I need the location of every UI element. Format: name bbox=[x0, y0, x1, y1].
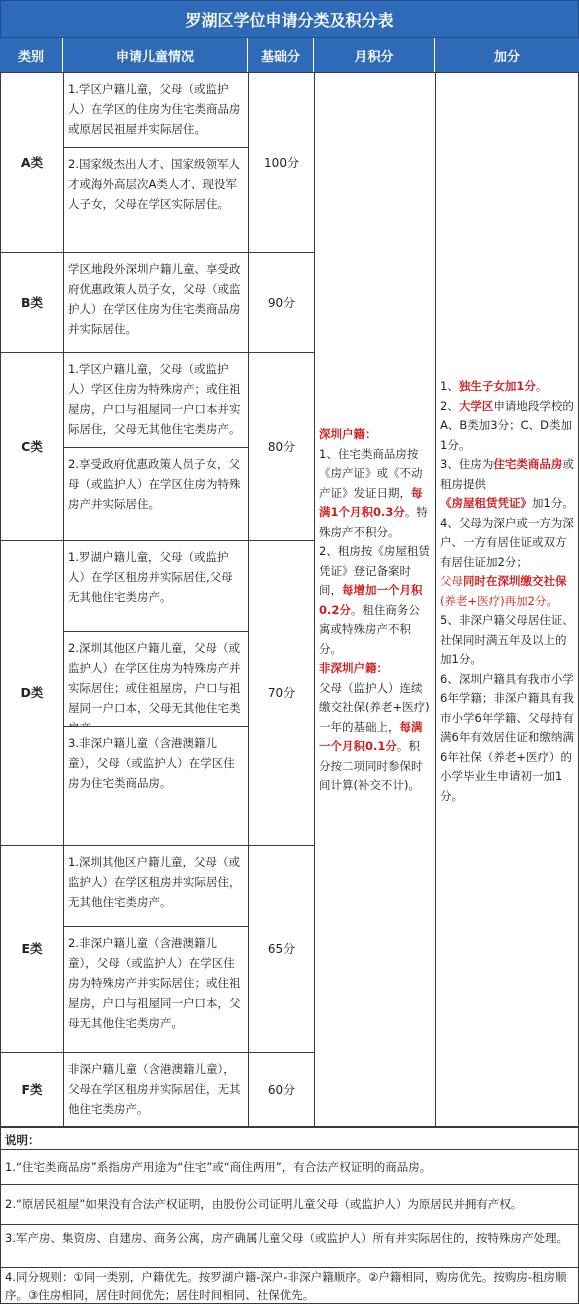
bonus-2-highlight: 大学区 bbox=[458, 398, 494, 413]
monthly-sz1-highlight: 每满1个月积0.3分 bbox=[319, 485, 423, 519]
monthly-nsz-highlight: 每满一个月积0.1分 bbox=[319, 719, 423, 753]
bonus-2-prefix: 2、 bbox=[440, 398, 459, 413]
bonus-3-highlight-2: 《房屋租赁凭证》 bbox=[440, 496, 532, 510]
d-item-3: 3.非深户籍儿童（含港澳籍儿童），父母（或监护人）在学区住房为住宅类商品房。 bbox=[63, 726, 249, 846]
bonus-2-tail: 申请地段学校的A、B类加3分；C、D类加1分。 bbox=[440, 398, 574, 452]
monthly-sz2-highlight: 每增加一个月积0.2分 bbox=[319, 583, 423, 617]
category-d: D类 bbox=[0, 540, 64, 846]
header-monthly: 月积分 bbox=[314, 38, 435, 72]
category-a: A类 bbox=[0, 72, 64, 253]
bonus-4-text: 4、父母为深户或一方为深户、一方有居住证或双方有居住证加2分； bbox=[440, 515, 574, 569]
monthly-sz-rule-1 bbox=[319, 445, 431, 543]
bonus-rule-6: 6、深圳户籍具有我市小学6年学籍；非深户籍具有我市小学6年学籍、父母持有满6年有效居住证和缴纳满6年社保（养老+医疗）的小学毕业生申请初一加1分。 bbox=[440, 671, 574, 803]
c-base-score: 80分 bbox=[248, 352, 315, 541]
score-table bbox=[0, 72, 579, 1127]
f-base-score: 60分 bbox=[248, 1052, 315, 1127]
monthly-sz1-text: 1、住宅类商品房按《房产证》或《不动产证》发证日期， bbox=[319, 446, 423, 500]
e-item-1: 1.深圳其他区户籍儿童，父母（或监护人）在学区租房并实际居住，无其他住宅类房产。 bbox=[63, 845, 249, 927]
a-base-score: 100分 bbox=[248, 72, 315, 253]
category-f: F类 bbox=[0, 1052, 64, 1127]
monthly-nsz-rule bbox=[319, 679, 431, 796]
monthly-sz2-text: 2、租房按《房屋租赁凭证》登记备案时间， bbox=[319, 544, 430, 597]
category-e: E类 bbox=[0, 845, 64, 1053]
bonus-1-prefix: 1、 bbox=[440, 379, 459, 393]
category-b: B类 bbox=[0, 252, 64, 353]
bonus-3-tail: 加1分。 bbox=[532, 496, 574, 510]
bonus-3-prefix: 3、住房为 bbox=[440, 457, 494, 471]
monthly-points-cell bbox=[314, 72, 436, 1127]
bonus-3-highlight-1: 住宅类商品房 bbox=[493, 457, 563, 471]
bonus-4-highlight: 同时在深圳缴交社保 bbox=[463, 574, 567, 588]
bonus-4-tail: (养老+医疗)再加2分。 bbox=[440, 593, 558, 608]
note-4: 4.同分规则：①同一类别，户籍优先。按罗湖户籍-深户-非深户籍顺序。②户籍相同，购房优先。按购房-租房顺序。③住房相同，居住时间优先；居住时间相同、社保优先。 bbox=[0, 1267, 579, 1304]
d-item-2: 2.深圳其他区户籍儿童，父母（或监护人）在学区住房为特殊房产并实际居住；或住祖屋房，户口与祖屋同一户口本，父母无其他住宅类 bbox=[63, 631, 249, 727]
monthly-nsz-tail: 。积分按二项同时参保时间计算(补交不计)。 bbox=[319, 739, 423, 792]
bonus-4-parents: 父母 bbox=[440, 574, 463, 588]
d-base-score: 70分 bbox=[248, 540, 315, 846]
f-item-1: 非深户籍儿童（含港澳籍儿童），父母在学区租房并实际居住，无其他住宅类房产。 bbox=[63, 1052, 249, 1127]
bonus-1-highlight: 独生子女加1分 bbox=[458, 379, 536, 393]
bonus-rule-1 bbox=[440, 377, 574, 397]
bonus-3-middle: 或租房提供 bbox=[440, 457, 574, 491]
notes-title: 说明： bbox=[0, 1127, 579, 1150]
header-category: 类别 bbox=[0, 38, 63, 72]
bonus-rule-3 bbox=[440, 455, 574, 514]
table-header bbox=[0, 38, 579, 72]
monthly-sz1-tail: 。特殊房产不积分。 bbox=[319, 505, 428, 539]
note-2: 2.“原居民祖屋”如果没有合法产权证明，由股份公司证明儿童父母（或监护人）为原居民并拥有产权。 bbox=[0, 1184, 579, 1225]
monthly-nsz-text: 父母（监护人）连续缴交社保(养老+医疗)一年的基础上， bbox=[319, 680, 430, 734]
monthly-nsz-title: 非深圳户籍： bbox=[319, 661, 388, 675]
header-situation: 申请儿童情况 bbox=[63, 38, 248, 72]
bonus-points-cell bbox=[435, 72, 579, 1127]
header-bonus: 加分 bbox=[493, 49, 520, 65]
note-3: 3.军产房、集资房、自建房、商务公寓，房产确属儿童父母（或监护人）所有并实际居住的，按特殊房产处理。 bbox=[0, 1224, 579, 1268]
bonus-rule-4 bbox=[440, 514, 574, 612]
monthly-sz-rule-2 bbox=[319, 542, 431, 659]
notes-section bbox=[0, 1127, 579, 1304]
monthly-sz-title: 深圳户籍： bbox=[319, 427, 377, 441]
d-item-1: 1.罗湖户籍儿童，父母（或监护人）在学区租房并实际居住,父母无其他住宅类房产。 bbox=[63, 540, 249, 632]
b-base-score: 90分 bbox=[248, 252, 315, 353]
b-item-1: 学区地段外深圳户籍儿童、享受政府优惠政策人员子女，父母（或监护人）在学区住房为住宅类商品房并实际居住。 bbox=[63, 252, 249, 353]
bonus-rule-2 bbox=[440, 397, 574, 456]
bonus-1-tail: 。 bbox=[535, 379, 548, 393]
page-title: 罗湖区学位申请分类及积分表 bbox=[0, 0, 579, 38]
c-item-1: 1.学区户籍儿童，父母（或监护人）学区住房为特殊房产；或住祖屋房，户口与祖屋同一户口本并实际居住，父母无其他住宅类房产。 bbox=[63, 352, 249, 448]
note-1: 1.“住宅类商品房”系指房产用途为“住宅”或“商住两用”，有合法产权证明的商品房。 bbox=[0, 1149, 579, 1185]
header-base: 基础分 bbox=[248, 38, 314, 72]
bonus-rule-5: 5、非深户籍父母居住证、社保同时满五年及以上的加1分。 bbox=[440, 613, 574, 666]
a-item-1: 1.学区户籍儿童，父母（或监护人）在学区的住房为住宅类商品房或原居民祖屋并实际居住。 bbox=[63, 72, 249, 148]
c-item-2: 2.享受政府优惠政策人员子女，父母（或监护人）在学区住房为特殊房产并实际居住。 bbox=[63, 447, 249, 541]
a-item-2: 2.国家级杰出人才、国家级领军人才或海外高层次A类人才、现役军人子女，父母在学区实际居住。 bbox=[63, 147, 249, 253]
e-item-2: 2.非深户籍儿童（含港澳籍儿童），父母（或监护人）在学区住房为特殊房产并实际居住；或住祖屋房，户口与祖屋同一户口本，父母无其他住宅类房产。 bbox=[63, 926, 249, 1053]
monthly-sz2-tail: 。租住商务公寓或特殊房产不积分。 bbox=[319, 602, 420, 656]
category-c: C类 bbox=[0, 352, 64, 541]
e-base-score: 65分 bbox=[248, 845, 315, 1053]
